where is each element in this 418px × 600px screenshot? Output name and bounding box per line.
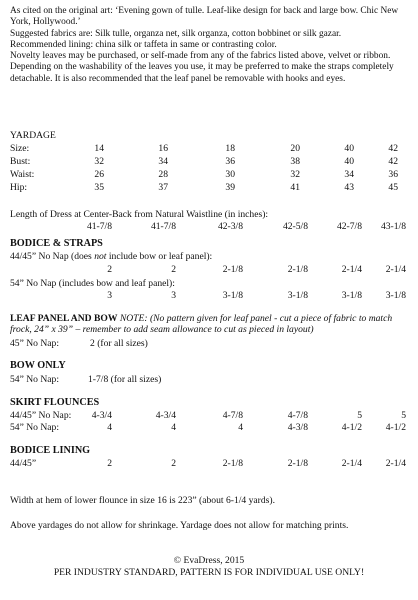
intro-recommended-lining: Recommended lining: china silk or taffeta in same or contrasting color. [10, 39, 277, 50]
skirt-flounces-row1-label: 44/45” No Nap: [10, 410, 72, 421]
leaf-panel-title: LEAF PANEL AND BOW [10, 313, 118, 324]
yardage-cell: 32 [94, 156, 104, 167]
bow-only-row-value: 1-7/8 (for all sizes) [88, 374, 162, 385]
yardage-cell: 30 [225, 169, 235, 180]
bodice-row1-label-end: include bow or leaf panel): [106, 251, 213, 262]
lining-col-4: 2-1/8 [287, 458, 308, 469]
hem-width-note: Width at hem of lower flounce in size 16 is 223” (about 6-1/4 yards). [10, 495, 275, 506]
intro-novelty-leaves: Novelty leaves may be purchased, or self-made from any of the fabrics listed above, velvet or ribbon. [10, 51, 391, 62]
yardage-cell: 34 [344, 169, 354, 180]
bow-only-title: BOW ONLY [10, 360, 66, 371]
length-col-5: 42-7/8 [336, 221, 362, 232]
yardage-cell: 36 [388, 169, 398, 180]
yardage-cell: 42 [388, 156, 398, 167]
intro-washability: Depending on the washability of the leaves you use, it may be preferred to make the straps completely detachable. It is also recommended that the leaf panel be removable with hooks and eyes. [10, 62, 394, 84]
lining-col-5: 2-1/4 [341, 458, 362, 469]
skirt-row2-col-6: 4-1/2 [385, 422, 406, 433]
skirt-row2-col-2: 4 [171, 422, 176, 433]
bodice-row2-col-5: 3-1/8 [341, 290, 362, 301]
yardage-cell: 16 [158, 143, 168, 154]
yardage-cell: 18 [225, 143, 235, 154]
length-col-1: 41-7/8 [86, 221, 112, 232]
intro-text [10, 6, 414, 85]
skirt-row1-col-6: 5 [401, 410, 406, 421]
yardage-cell: 34 [158, 156, 168, 167]
yardage-cell: 40 [344, 156, 354, 167]
skirt-row2-col-5: 4-1/2 [341, 422, 362, 433]
yardage-cell: 41 [290, 182, 300, 193]
length-col-4: 42-5/8 [282, 221, 308, 232]
bodice-row2-col-3: 3-1/8 [222, 290, 243, 301]
skirt-flounces-title: SKIRT FLOUNCES [10, 397, 100, 408]
yardage-cell: 35 [94, 182, 104, 193]
skirt-flounces-row2-label: 54” No Nap: [10, 422, 60, 433]
bodice-lining-row-label: 44/45” [10, 458, 37, 469]
bodice-row2-col-1: 3 [107, 290, 112, 301]
yardage-row-label: Hip: [10, 182, 28, 193]
yardage-title: YARDAGE [10, 130, 56, 141]
yardage-row-label: Waist: [10, 169, 35, 180]
leaf-panel-section [10, 313, 410, 336]
skirt-row1-col-4: 4-7/8 [287, 410, 308, 421]
bow-only-row-label: 54” No Nap: [10, 374, 60, 385]
yardage-cell: 36 [225, 156, 235, 167]
lining-col-1: 2 [107, 458, 112, 469]
yardage-cell: 28 [158, 169, 168, 180]
length-col-3: 42-3/8 [217, 221, 243, 232]
yardage-cell: 20 [290, 143, 300, 154]
bodice-row2-col-2: 3 [171, 290, 176, 301]
yardage-cell: 37 [158, 182, 168, 193]
yardage-cell: 43 [344, 182, 354, 193]
yardage-row-label: Bust: [10, 156, 31, 167]
individual-use-notice: PER INDUSTRY STANDARD, PATTERN IS FOR INDIVIDUAL USE ONLY! [53, 567, 365, 578]
skirt-row1-col-3: 4-7/8 [222, 410, 243, 421]
leaf-panel-row-label: 45” No Nap: [10, 338, 60, 349]
yardage-row-label: Size: [10, 143, 30, 154]
lining-col-2: 2 [171, 458, 176, 469]
bodice-row1-col-2: 2 [171, 264, 176, 275]
yardage-cell: 26 [94, 169, 104, 180]
bodice-row1-label-start: 44/45” No Nap (does [10, 251, 95, 262]
bodice-straps-title: BODICE & STRAPS [10, 238, 103, 249]
length-col-6: 43-1/8 [380, 221, 406, 232]
bodice-straps-row1-label [10, 251, 212, 262]
skirt-row2-col-3: 4 [238, 422, 243, 433]
yardage-cell: 45 [388, 182, 398, 193]
bodice-row2-col-4: 3-1/8 [287, 290, 308, 301]
bodice-straps-row2-label: 54” No Nap (includes bow and leaf panel): [10, 278, 175, 289]
intro-suggested-fabrics: Suggested fabrics are: Silk tulle, organza net, silk organza, cotton bobbinet or silk gazar. [10, 28, 342, 39]
bodice-row1-col-5: 2-1/4 [341, 264, 362, 275]
bodice-row1-col-1: 2 [107, 264, 112, 275]
bodice-row1-col-4: 2-1/8 [287, 264, 308, 275]
leaf-panel-note-text: (No pattern given for leaf panel - cut a piece of fabric to match frock, 24” x 39” – remember to add seam allowance to cut as pieced in layout) [10, 313, 393, 336]
shrinkage-note: Above yardages do not allow for shrinkage. Yardage does not allow for matching prints. [10, 520, 349, 531]
skirt-row1-col-2: 4-3/4 [155, 410, 176, 421]
yardage-cell: 14 [94, 143, 104, 154]
lining-col-3: 2-1/8 [222, 458, 243, 469]
skirt-row2-col-1: 4 [107, 422, 112, 433]
leaf-panel-row-value: 2 (for all sizes) [90, 338, 148, 349]
bodice-row1-col-6: 2-1/4 [385, 264, 406, 275]
length-label: Length of Dress at Center-Back from Natural Waistline (in inches): [10, 209, 269, 220]
bodice-row1-label-emphasis: not [94, 251, 107, 262]
yardage-cell: 32 [290, 169, 300, 180]
yardage-cell: 40 [344, 143, 354, 154]
skirt-row1-col-1: 4-3/4 [91, 410, 112, 421]
yardage-cell: 38 [290, 156, 300, 167]
leaf-panel-note-label: NOTE: [119, 313, 148, 324]
length-col-2: 41-7/8 [150, 221, 176, 232]
copyright: © EvaDress, 2015 [173, 555, 245, 566]
bodice-lining-title: BODICE LINING [10, 445, 91, 456]
skirt-row2-col-4: 4-3/8 [287, 422, 308, 433]
bodice-row2-col-6: 3-1/8 [385, 290, 406, 301]
intro-original-art: As cited on the original art: ‘Evening gown of tulle. Leaf-like design for back and large bow. Chic New York, Hollywood.’ [10, 6, 399, 28]
skirt-row1-col-5: 5 [357, 410, 362, 421]
yardage-cell: 42 [388, 143, 398, 154]
bodice-row1-col-3: 2-1/8 [222, 264, 243, 275]
lining-col-6: 2-1/4 [385, 458, 406, 469]
yardage-cell: 39 [225, 182, 235, 193]
